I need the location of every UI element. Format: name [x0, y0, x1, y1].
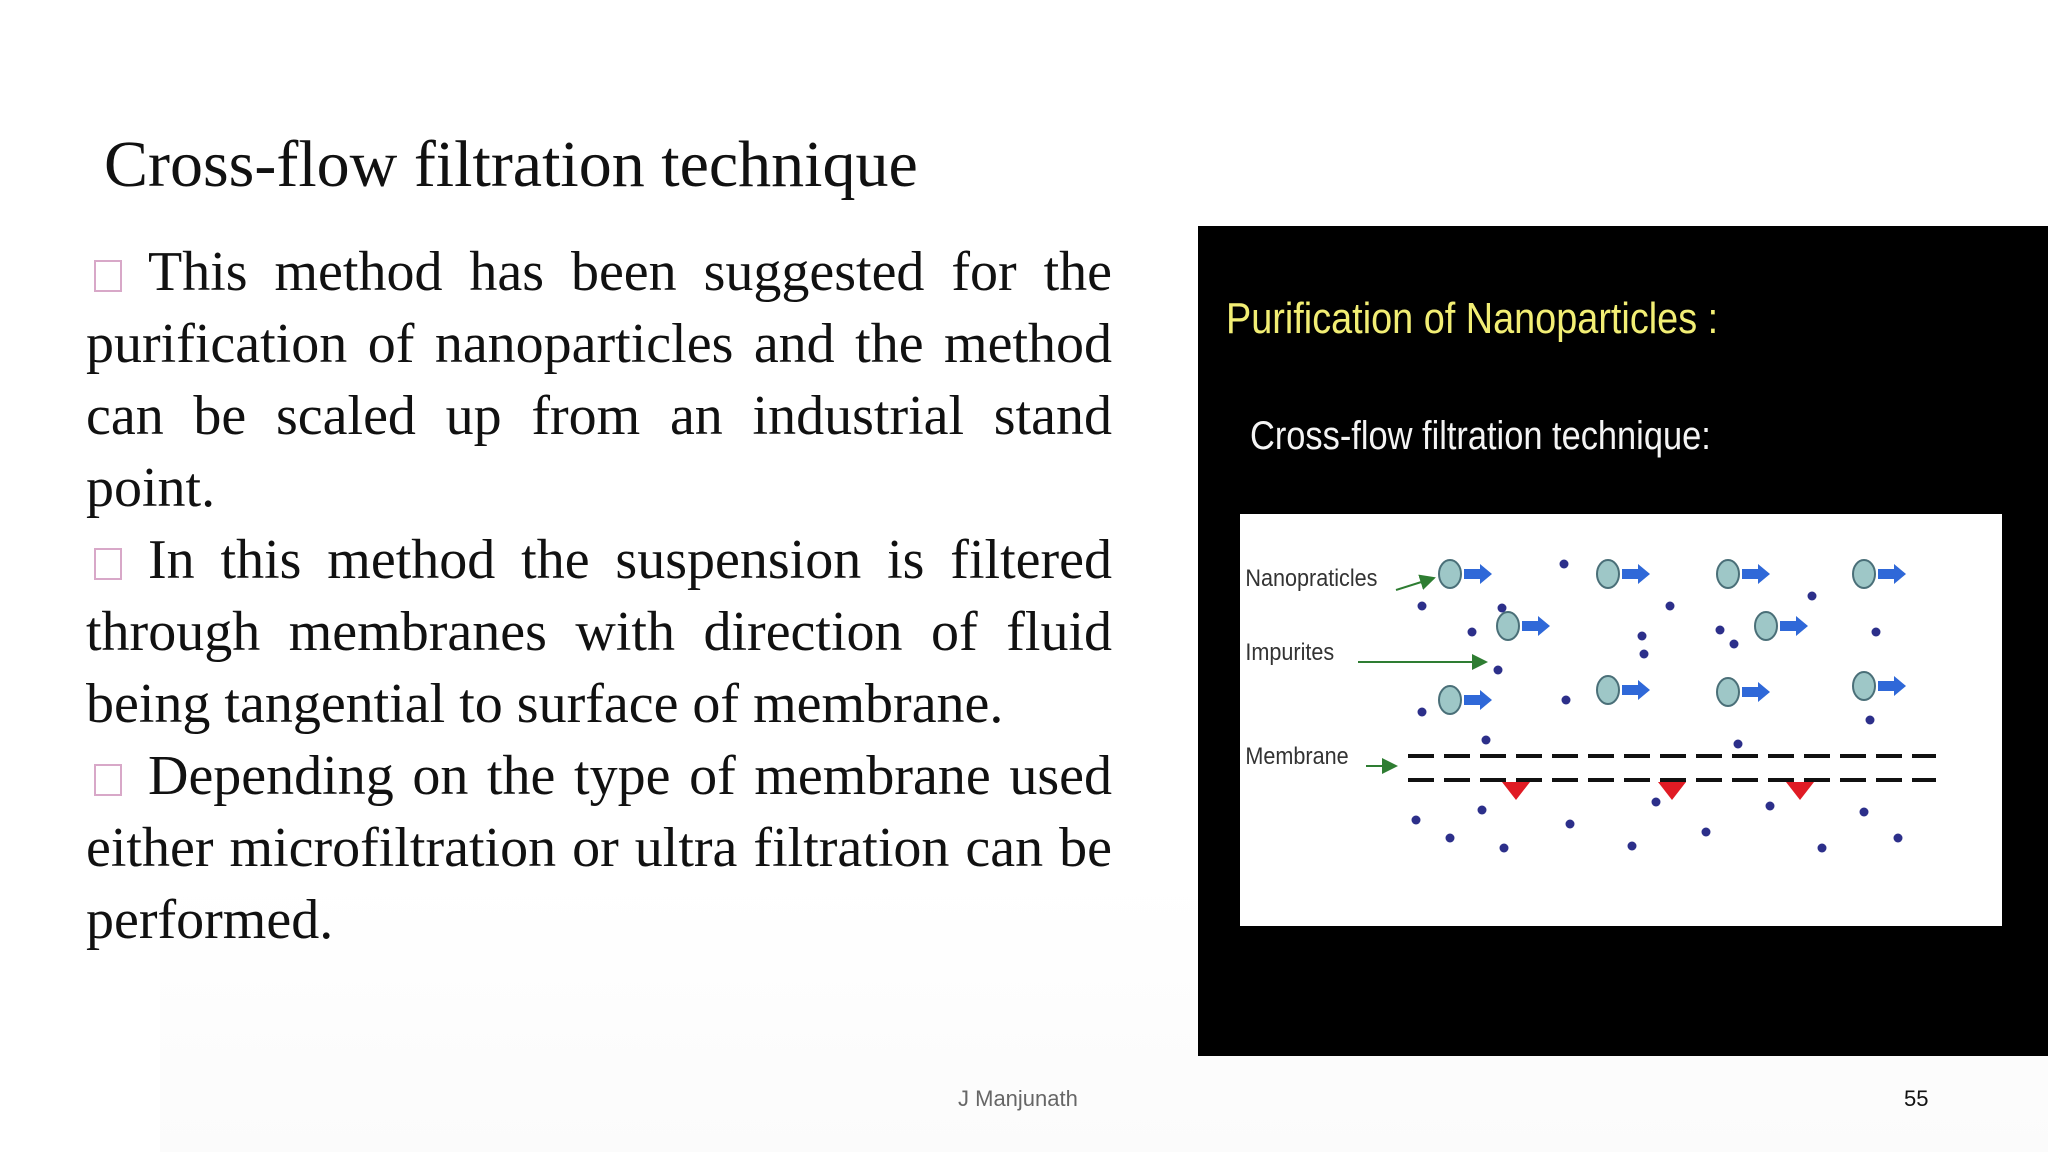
nanoparticles-pointer-arrow [1396, 578, 1434, 590]
nanoparticle-group [1439, 560, 1906, 714]
label-nanoparticles: Nanopraticles [1245, 563, 1378, 592]
square-bullet-icon [94, 260, 122, 292]
membrane-pore-icon [1658, 782, 1686, 800]
impurity-dot [1560, 560, 1569, 569]
nanoparticle-with-flow-arrow [1439, 560, 1492, 588]
bullet-paragraph-1 [86, 236, 1112, 524]
nanoparticle-with-flow-arrow [1597, 676, 1650, 704]
impurity-dot [1498, 604, 1507, 613]
footer-page-number: 55 [1904, 1086, 1929, 1111]
figure-title: Purification of Nanoparticles : [1226, 294, 1719, 343]
nanoparticle-with-flow-arrow [1439, 686, 1492, 714]
footer-author: J Manjunath [958, 1086, 1078, 1111]
impurity-dot [1730, 640, 1739, 649]
impurity-dot [1818, 844, 1827, 853]
nanoparticle-with-flow-arrow [1497, 612, 1550, 640]
nanoparticle-with-flow-arrow [1597, 560, 1650, 588]
purification-figure [1198, 226, 2048, 1056]
impurity-dot [1500, 844, 1509, 853]
label-membrane: Membrane [1245, 741, 1349, 770]
impurity-dot [1418, 708, 1427, 717]
impurity-group [1412, 560, 1903, 853]
membrane-pore-icon [1786, 782, 1814, 800]
paragraph-text: In this method the suspension is filtered through membranes with direction of fluid being tangential to surface of membrane. [86, 529, 1112, 735]
impurity-dot [1702, 828, 1711, 837]
bullet-paragraph-2 [86, 524, 1112, 740]
impurity-dot [1872, 628, 1881, 637]
impurity-dot [1562, 696, 1571, 705]
bullet-paragraph-3 [86, 740, 1112, 956]
nanoparticle-with-flow-arrow [1853, 672, 1906, 700]
impurity-dot [1566, 820, 1575, 829]
impurity-dot [1446, 834, 1455, 843]
impurity-dot [1468, 628, 1477, 637]
nanoparticle-with-flow-arrow [1717, 678, 1770, 706]
impurity-dot [1478, 806, 1487, 815]
impurity-dot [1482, 736, 1491, 745]
nanoparticle-with-flow-arrow [1755, 612, 1808, 640]
slide-title: Cross-flow filtration technique [104, 128, 918, 201]
impurity-dot [1412, 816, 1421, 825]
paragraph-text: Depending on the type of membrane used either microfiltration or ultra filtration can be performed. [86, 745, 1112, 951]
impurity-dot [1666, 602, 1675, 611]
membrane-pore-icon [1502, 782, 1530, 800]
nanoparticle-with-flow-arrow [1853, 560, 1906, 588]
cross-flow-diagram [1240, 514, 2002, 926]
impurity-dot [1494, 666, 1503, 675]
impurity-dot [1716, 626, 1725, 635]
impurity-dot [1638, 632, 1647, 641]
impurity-dot [1766, 802, 1775, 811]
square-bullet-icon [94, 764, 122, 796]
impurity-dot [1652, 798, 1661, 807]
impurity-dot [1734, 740, 1743, 749]
paragraph-text: This method has been suggested for the purification of nanoparticles and the method can be scaled up from an industrial stand point. [86, 241, 1112, 519]
impurity-dot [1860, 808, 1869, 817]
impurity-dot [1628, 842, 1637, 851]
cross-flow-diagram-svg [1240, 514, 2002, 926]
figure-subtitle: Cross-flow filtration technique: [1250, 414, 1711, 458]
impurity-dot [1418, 602, 1427, 611]
slide-body [86, 236, 1112, 956]
impurity-dot [1894, 834, 1903, 843]
square-bullet-icon [94, 548, 122, 580]
nanoparticle-with-flow-arrow [1717, 560, 1770, 588]
impurity-dot [1640, 650, 1649, 659]
impurity-dot [1808, 592, 1817, 601]
label-impurities: Impurites [1245, 637, 1335, 666]
impurity-dot [1866, 716, 1875, 725]
